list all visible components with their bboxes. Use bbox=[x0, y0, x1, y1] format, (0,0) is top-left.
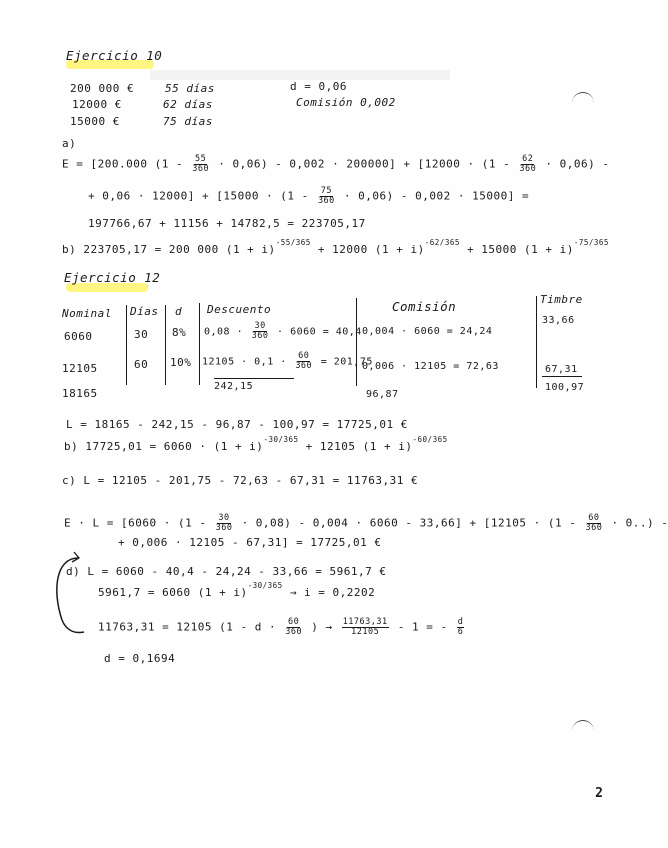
row1-descuento: 0,08 · $\frac{30}{360}$ · 6060 = 40,4 bbox=[204, 321, 362, 341]
col-header-timbre: Timbre bbox=[540, 293, 583, 306]
curly-bracket-mark bbox=[48, 550, 88, 640]
ex10-commission: Comisión 0,002 bbox=[296, 96, 396, 109]
ex10-e-formula-line1: E = [200.000 (1 - $\frac{55}{360}$ · 0,06) - 0,002 · 200000] + [12000 · (1 - $\frac{62}{360}$ · 0,06) - bbox=[62, 154, 610, 174]
ex10-amount-1: 200 000 € bbox=[70, 82, 135, 95]
ex10-amount-2: 12000 € bbox=[72, 98, 122, 111]
row1-timbre: 33,66 bbox=[542, 315, 575, 326]
column-divider bbox=[536, 296, 537, 388]
fraction-62-360: $\frac{62}{360}$ bbox=[519, 154, 537, 174]
ex12-el-line2: + 0,006 · 12105 - 67,31] = 17725,01 € bbox=[118, 536, 382, 549]
fraction-60-360: $\frac{60}{360}$ bbox=[295, 351, 313, 371]
col-header-descuento: Descuento bbox=[207, 303, 272, 316]
col-header-d: d bbox=[175, 305, 183, 318]
ex10-days-1: 55 días bbox=[165, 82, 215, 95]
row2-timbre: 67,31 bbox=[545, 364, 578, 375]
row2-nominal: 12105 bbox=[62, 362, 98, 375]
fraction-75-360: $\frac{75}{360}$ bbox=[317, 186, 335, 206]
ex10-e-formula-line2: + 0,06 · 12000] + [15000 · (1 - $\frac{75}{360}$ · 0,06) - 0,002 · 15000] = bbox=[88, 186, 530, 206]
ex10-part-b: b) 223705,17 = 200 000 $(1 + i)^{-55/365} + 12000$ $(1 + i)^{-62/365} + 15000$ $(1 + i)^{-75/365}$ bbox=[62, 238, 609, 256]
row2-dias: 60 bbox=[134, 358, 149, 371]
ex10-part-a-label: a) bbox=[62, 137, 77, 150]
timbre-sum-line bbox=[542, 376, 582, 377]
total-nominal: 18165 bbox=[62, 387, 98, 400]
ex12-el-line1: E · L = [6060 · (1 - $\frac{30}{360}$ · 0,08) - 0,004 · 6060 - 33,66] + [12105 · (1 - $\frac{60}{360}$ · 0..) - bbox=[64, 513, 668, 533]
row1-nominal: 6060 bbox=[64, 330, 93, 343]
row1-dias: 30 bbox=[134, 328, 149, 341]
page-number: 2 bbox=[595, 786, 603, 801]
column-divider bbox=[199, 303, 200, 385]
column-divider bbox=[126, 305, 127, 385]
row2-comision: 0,006 · 12105 = 72,63 bbox=[362, 361, 499, 372]
ex10-amount-3: 15000 € bbox=[70, 115, 120, 128]
ex10-d-value: d = 0,06 bbox=[290, 80, 347, 93]
col-header-nominal: Nominal bbox=[62, 307, 112, 320]
ex12-part-d-line1: d) L = 6060 - 40,4 - 24,24 - 33,66 = 5961,7 € bbox=[66, 565, 387, 578]
ex12-L-line: L = 18165 - 242,15 - 96,87 - 100,97 = 17725,01 € bbox=[66, 418, 408, 431]
fraction-60-360: $\frac{60}{360}$ bbox=[285, 617, 303, 637]
fraction-11763-12105: $\frac{11763,31}{12105}$ bbox=[342, 617, 388, 637]
bleed-through-shade bbox=[150, 70, 450, 80]
fraction-d-6: $\frac{d}{6}$ bbox=[457, 617, 464, 637]
ex12-part-d-line2: 5961,7 = 6060 $(1 + i)^{-30/365} \to i = 0,2202$ bbox=[98, 581, 376, 599]
total-descuento: 242,15 bbox=[214, 381, 254, 392]
total-timbre: 100,97 bbox=[545, 382, 585, 393]
ex10-days-2: 62 días bbox=[163, 98, 213, 111]
exercise-10-title: Ejercicio 10 bbox=[66, 48, 163, 63]
fraction-30-360: $\frac{30}{360}$ bbox=[215, 513, 233, 533]
fraction-55-360: $\frac{55}{360}$ bbox=[192, 154, 210, 174]
binder-hole-bottom bbox=[572, 720, 594, 735]
column-divider bbox=[165, 305, 166, 385]
ex12-part-d-line3: 11763,31 = 12105 (1 - d · $\frac{60}{360}$ ) → $\frac{11763,31}{12105}$ - 1 = - $\frac{d}{6}$ bbox=[98, 617, 464, 637]
row2-d: 10% bbox=[170, 356, 192, 369]
fraction-30-360: $\frac{30}{360}$ bbox=[251, 321, 269, 341]
ex12-part-b: b) $17725,01 = 6060 \cdot (1 + i)^{-30/365} + 12105$ $(1 + i)^{-60/365}$ bbox=[64, 435, 448, 453]
descuento-sum-line bbox=[214, 378, 294, 379]
row1-d: 8% bbox=[172, 326, 187, 339]
col-header-comision: Comisión bbox=[392, 299, 457, 314]
total-comision: 96,87 bbox=[366, 389, 399, 400]
fraction-60-360: $\frac{60}{360}$ bbox=[585, 513, 603, 533]
ex12-part-c: c) L = 12105 - 201,75 - 72,63 - 67,31 = 11763,31 € bbox=[62, 474, 419, 487]
row1-comision: 0,004 · 6060 = 24,24 bbox=[362, 326, 493, 337]
ex10-days-3: 75 días bbox=[163, 115, 213, 128]
ex12-d-result: d = 0,1694 bbox=[104, 652, 176, 665]
exercise-12-title: Ejercicio 12 bbox=[64, 270, 161, 285]
row2-descuento: 12105 · 0,1 · $\frac{60}{360}$ = 201,75 bbox=[202, 351, 373, 371]
col-header-dias: Días bbox=[130, 305, 159, 318]
column-divider bbox=[356, 298, 357, 386]
binder-hole-top bbox=[572, 92, 594, 107]
ex10-e-formula-line3: 197766,67 + 11156 + 14782,5 = 223705,17 bbox=[88, 217, 366, 230]
